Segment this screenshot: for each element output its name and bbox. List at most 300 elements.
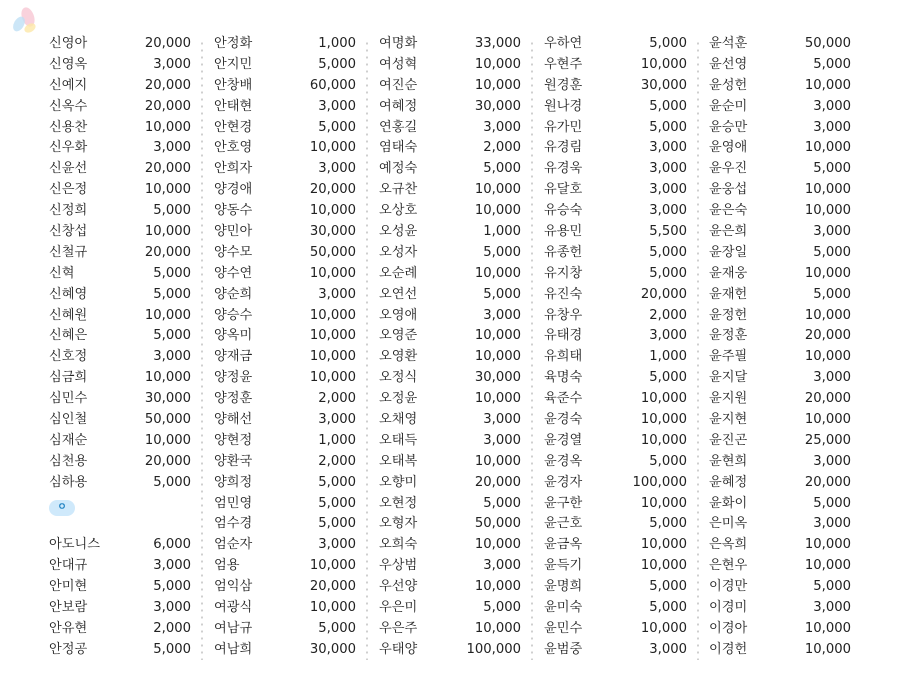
donor-name: 양정윤 — [214, 370, 253, 386]
donor-name: 신혜영 — [49, 286, 88, 302]
donation-amount: 10,000 — [640, 56, 687, 72]
donor-name: 오태득 — [379, 432, 418, 448]
column-divider — [366, 40, 368, 660]
donor-row — [379, 514, 521, 535]
donor-name: 윤진곤 — [709, 432, 748, 448]
donor-row — [544, 494, 687, 515]
donation-amount: 3,000 — [649, 328, 687, 344]
donor-name: 안정화 — [214, 36, 253, 51]
donation-amount: 10,000 — [804, 265, 851, 281]
donation-amount: 3,000 — [813, 224, 851, 240]
donor-row — [379, 452, 521, 473]
donor-name: 안대규 — [49, 558, 88, 574]
donor-name: 유경림 — [544, 140, 583, 156]
donor-name: 안태현 — [214, 98, 253, 114]
donor-name: 신정희 — [49, 203, 88, 219]
donation-amount: 30,000 — [640, 77, 687, 93]
donation-amount: 5,000 — [649, 265, 687, 281]
donor-name: 엄익삼 — [214, 579, 253, 595]
donation-amount: 3,000 — [153, 600, 191, 616]
donor-row — [379, 619, 521, 640]
donor-name: 이경헌 — [709, 641, 748, 657]
donor-row — [709, 243, 851, 264]
donor-row — [379, 577, 521, 598]
donor-name: 오형자 — [379, 516, 418, 532]
donor-row — [379, 222, 521, 243]
donor-row — [49, 368, 191, 389]
donor-name: 유창우 — [544, 307, 583, 323]
donation-amount: 2,000 — [483, 140, 521, 156]
donor-row — [49, 243, 191, 264]
donor-name: 은현우 — [709, 558, 748, 574]
donation-amount: 10,000 — [640, 558, 687, 574]
donation-amount: 20,000 — [144, 77, 191, 93]
donation-amount: 10,000 — [474, 349, 521, 365]
donor-row — [709, 180, 851, 201]
donor-row — [544, 368, 687, 389]
donor-name: 오영준 — [379, 328, 418, 344]
donor-row — [544, 180, 687, 201]
donor-row — [49, 494, 191, 515]
donation-amount: 3,000 — [813, 516, 851, 532]
donation-amount: 10,000 — [474, 77, 521, 93]
donor-name: 오영환 — [379, 349, 418, 365]
donor-name: 엄수경 — [214, 516, 253, 532]
donor-name: 신윤선 — [49, 161, 88, 177]
donation-amount: 10,000 — [804, 203, 851, 219]
donation-amount: 30,000 — [144, 391, 191, 407]
donor-row — [214, 389, 356, 410]
donor-name: 윤장일 — [709, 244, 748, 260]
donor-column — [214, 34, 356, 661]
donation-amount: 5,000 — [649, 36, 687, 51]
donor-row — [544, 55, 687, 76]
section-badge-label: ㅇ — [57, 501, 67, 513]
donor-name: 유태경 — [544, 328, 583, 344]
donor-row — [379, 76, 521, 97]
donor-name: 신혁 — [49, 265, 75, 281]
donor-name: 윤은희 — [709, 224, 748, 240]
donation-amount: 50,000 — [309, 244, 356, 260]
donor-row — [49, 118, 191, 139]
donation-amount: 10,000 — [804, 349, 851, 365]
donation-amount: 10,000 — [804, 412, 851, 428]
donor-row — [214, 34, 356, 55]
donor-row — [544, 97, 687, 118]
donor-name: 유가민 — [544, 119, 583, 135]
donation-amount: 10,000 — [804, 620, 851, 636]
donation-amount: 10,000 — [474, 328, 521, 344]
donation-amount: 2,000 — [318, 453, 356, 469]
donor-row — [49, 34, 191, 55]
donation-amount: 1,000 — [649, 349, 687, 365]
donor-name: 윤웅섭 — [709, 182, 748, 198]
donor-row — [709, 431, 851, 452]
donation-amount: 20,000 — [804, 328, 851, 344]
donor-row — [709, 138, 851, 159]
donor-name: 신예지 — [49, 77, 88, 93]
donor-name: 신철규 — [49, 244, 88, 260]
donor-name: 신호정 — [49, 349, 88, 365]
donation-amount: 10,000 — [474, 203, 521, 219]
donor-row — [379, 326, 521, 347]
donor-row — [49, 431, 191, 452]
donor-row — [709, 97, 851, 118]
donor-row — [544, 410, 687, 431]
donor-name: 예정숙 — [379, 161, 418, 177]
donor-name: 심천용 — [49, 453, 88, 469]
donation-amount: 5,000 — [813, 286, 851, 302]
donation-amount: 10,000 — [474, 391, 521, 407]
donor-row — [214, 138, 356, 159]
donor-name: 윤민수 — [544, 620, 583, 636]
donor-row — [709, 556, 851, 577]
donation-amount: 1,000 — [483, 224, 521, 240]
donor-row — [709, 514, 851, 535]
donor-row — [214, 431, 356, 452]
donor-row — [214, 368, 356, 389]
donor-name: 윤금옥 — [544, 537, 583, 553]
donor-name: 우상범 — [379, 558, 418, 574]
donation-amount: 5,000 — [153, 641, 191, 657]
donor-name: 안희자 — [214, 161, 253, 177]
donor-name: 윤미숙 — [544, 600, 583, 616]
donation-amount: 33,000 — [474, 36, 521, 51]
donor-row — [709, 222, 851, 243]
donation-amount: 3,000 — [153, 349, 191, 365]
donor-name: 양승수 — [214, 307, 253, 323]
donor-row — [544, 34, 687, 55]
donor-row — [544, 138, 687, 159]
donation-amount: 10,000 — [804, 77, 851, 93]
donation-amount: 10,000 — [804, 558, 851, 574]
donation-amount: 5,000 — [483, 495, 521, 511]
donor-name: 윤화이 — [709, 495, 748, 511]
donation-amount: 3,000 — [813, 600, 851, 616]
donor-row — [379, 598, 521, 619]
donor-name: 양동수 — [214, 203, 253, 219]
donor-name: 윤경숙 — [544, 412, 583, 428]
donation-amount: 10,000 — [309, 265, 356, 281]
column-divider — [697, 40, 699, 660]
donation-amount: 30,000 — [309, 224, 356, 240]
donor-row — [379, 431, 521, 452]
donor-name: 우하연 — [544, 36, 583, 51]
donor-row — [709, 535, 851, 556]
donor-row — [214, 201, 356, 222]
donor-row — [709, 347, 851, 368]
donor-name: 양환국 — [214, 453, 253, 469]
donor-name: 양수연 — [214, 265, 253, 281]
donor-name: 신우화 — [49, 140, 88, 156]
donor-name: 안보람 — [49, 600, 88, 616]
donation-amount: 20,000 — [804, 391, 851, 407]
donor-row — [709, 55, 851, 76]
donation-amount: 10,000 — [474, 453, 521, 469]
donation-amount: 5,000 — [318, 119, 356, 135]
donation-amount: 10,000 — [309, 307, 356, 323]
donation-amount: 3,000 — [649, 161, 687, 177]
donation-amount: 100,000 — [466, 641, 521, 657]
donor-name: 이경만 — [709, 579, 748, 595]
donor-name: 양옥미 — [214, 328, 253, 344]
donor-name: 우태양 — [379, 641, 418, 657]
donor-name: 여남규 — [214, 620, 253, 636]
donor-name: 윤순미 — [709, 98, 748, 114]
donor-row — [544, 389, 687, 410]
donor-name: 안현경 — [214, 119, 253, 135]
donor-row — [214, 285, 356, 306]
donor-row — [49, 76, 191, 97]
donor-name: 양현정 — [214, 432, 253, 448]
donor-row — [214, 76, 356, 97]
donor-row — [214, 619, 356, 640]
donor-name: 엄순자 — [214, 537, 253, 553]
donor-row — [214, 264, 356, 285]
donor-row — [379, 473, 521, 494]
donation-amount: 10,000 — [474, 579, 521, 595]
donation-amount: 10,000 — [309, 328, 356, 344]
donor-column — [709, 34, 851, 661]
donor-row — [379, 264, 521, 285]
donation-amount: 5,000 — [483, 286, 521, 302]
donor-name: 유승숙 — [544, 203, 583, 219]
donation-amount: 50,000 — [804, 36, 851, 51]
donor-name: 신창섭 — [49, 224, 88, 240]
donor-name: 윤혜정 — [709, 474, 748, 490]
donor-row — [214, 222, 356, 243]
donation-amount: 5,000 — [813, 495, 851, 511]
donor-name: 윤승만 — [709, 119, 748, 135]
donor-name: 신영아 — [49, 36, 88, 51]
donor-name: 양민아 — [214, 224, 253, 240]
donor-name: 이경아 — [709, 620, 748, 636]
donation-amount: 20,000 — [804, 474, 851, 490]
donor-name: 안지민 — [214, 56, 253, 72]
donor-name: 윤은숙 — [709, 203, 748, 219]
donation-amount: 100,000 — [632, 474, 687, 490]
donation-amount: 3,000 — [483, 432, 521, 448]
donor-name: 원나경 — [544, 98, 583, 114]
donor-row — [379, 138, 521, 159]
donation-amount: 20,000 — [309, 182, 356, 198]
donation-amount: 3,000 — [318, 412, 356, 428]
donation-amount: 5,000 — [649, 600, 687, 616]
donor-name: 윤현희 — [709, 453, 748, 469]
donation-amount: 10,000 — [144, 432, 191, 448]
donation-amount: 5,000 — [153, 328, 191, 344]
donation-amount: 5,000 — [649, 370, 687, 386]
donation-amount: 10,000 — [804, 537, 851, 553]
donation-amount: 5,000 — [483, 161, 521, 177]
donor-row — [544, 159, 687, 180]
donation-amount: 10,000 — [144, 224, 191, 240]
donor-row — [544, 556, 687, 577]
donor-name: 심하용 — [49, 474, 88, 490]
donor-row — [214, 494, 356, 515]
donor-row — [49, 285, 191, 306]
donor-row — [544, 577, 687, 598]
donation-amount: 20,000 — [144, 161, 191, 177]
donor-row — [214, 326, 356, 347]
donor-row — [709, 285, 851, 306]
donation-amount: 5,000 — [318, 56, 356, 72]
donor-name: 오향미 — [379, 474, 418, 490]
donation-amount: 5,000 — [483, 244, 521, 260]
donor-row — [709, 76, 851, 97]
donation-amount: 6,000 — [153, 537, 191, 553]
donor-row — [214, 556, 356, 577]
donor-row — [214, 514, 356, 535]
donor-row — [379, 34, 521, 55]
donor-row — [214, 55, 356, 76]
donor-row — [544, 431, 687, 452]
donor-row — [709, 640, 851, 661]
donor-row — [379, 494, 521, 515]
donation-amount: 5,000 — [318, 474, 356, 490]
donor-row — [709, 326, 851, 347]
donor-row — [214, 473, 356, 494]
donation-amount: 5,000 — [483, 600, 521, 616]
donor-name: 심인철 — [49, 412, 88, 428]
donor-name: 윤경열 — [544, 432, 583, 448]
donation-amount: 3,000 — [318, 161, 356, 177]
donor-row — [49, 452, 191, 473]
donation-amount: 3,000 — [318, 537, 356, 553]
donor-name: 윤석훈 — [709, 36, 748, 51]
donor-name: 양정훈 — [214, 391, 253, 407]
donation-amount: 5,500 — [649, 224, 687, 240]
donor-name: 여남희 — [214, 641, 253, 657]
donor-name: 윤지원 — [709, 391, 748, 407]
donor-row — [379, 347, 521, 368]
donor-name: 유진숙 — [544, 286, 583, 302]
donor-name: 양수모 — [214, 244, 253, 260]
donor-row — [379, 118, 521, 139]
donor-name: 오정윤 — [379, 391, 418, 407]
column-divider — [201, 40, 203, 660]
donation-amount: 20,000 — [144, 36, 191, 51]
donor-name: 이경미 — [709, 600, 748, 616]
donor-name: 신옥수 — [49, 98, 88, 114]
donation-amount: 3,000 — [649, 641, 687, 657]
donor-row — [544, 535, 687, 556]
donor-name: 우선양 — [379, 579, 418, 595]
donation-amount: 2,000 — [318, 391, 356, 407]
donation-amount: 10,000 — [640, 412, 687, 428]
donor-name: 윤정훈 — [709, 328, 748, 344]
donor-row — [214, 535, 356, 556]
donor-row — [709, 306, 851, 327]
donor-row — [709, 473, 851, 494]
donor-column — [544, 34, 687, 661]
donation-amount: 20,000 — [144, 453, 191, 469]
donor-name: 육명숙 — [544, 370, 583, 386]
donor-row — [709, 410, 851, 431]
donor-name: 심금희 — [49, 370, 88, 386]
donor-name: 오성윤 — [379, 224, 418, 240]
donor-row — [379, 285, 521, 306]
donation-amount: 3,000 — [318, 286, 356, 302]
donor-name: 윤영애 — [709, 140, 748, 156]
donor-name: 윤득기 — [544, 558, 583, 574]
donor-name: 오상호 — [379, 203, 418, 219]
donation-amount: 10,000 — [309, 140, 356, 156]
donation-amount: 10,000 — [474, 620, 521, 636]
donor-name: 유희태 — [544, 349, 583, 365]
donation-amount: 5,000 — [649, 453, 687, 469]
donor-row — [709, 159, 851, 180]
donor-name: 은미옥 — [709, 516, 748, 532]
donation-amount: 3,000 — [318, 98, 356, 114]
donor-name: 연홍길 — [379, 119, 418, 135]
donor-name: 안미현 — [49, 579, 88, 595]
donor-name: 윤경옥 — [544, 453, 583, 469]
donor-row — [214, 640, 356, 661]
donor-name: 오성자 — [379, 244, 418, 260]
donor-name: 여명화 — [379, 36, 418, 51]
donor-name: 안호영 — [214, 140, 253, 156]
donation-amount: 3,000 — [483, 412, 521, 428]
donation-amount: 5,000 — [649, 98, 687, 114]
donor-row — [379, 159, 521, 180]
donor-name: 여성혁 — [379, 56, 418, 72]
donation-amount: 3,000 — [813, 98, 851, 114]
donor-name: 안유현 — [49, 620, 88, 636]
donor-row — [49, 222, 191, 243]
donation-amount: 20,000 — [144, 98, 191, 114]
donor-name: 여진순 — [379, 77, 418, 93]
donor-name: 여광식 — [214, 600, 253, 616]
donor-row — [709, 118, 851, 139]
donor-name: 윤우진 — [709, 161, 748, 177]
donor-name: 오영애 — [379, 307, 418, 323]
donor-row — [49, 264, 191, 285]
donor-row — [49, 306, 191, 327]
donor-row — [379, 55, 521, 76]
donor-row — [379, 368, 521, 389]
donation-amount: 10,000 — [144, 119, 191, 135]
donation-amount: 10,000 — [640, 432, 687, 448]
donor-row — [379, 389, 521, 410]
donation-amount: 10,000 — [309, 370, 356, 386]
donor-name: 윤지달 — [709, 370, 748, 386]
donation-amount: 10,000 — [144, 182, 191, 198]
donor-row — [214, 347, 356, 368]
donation-amount: 10,000 — [640, 620, 687, 636]
donor-row — [49, 514, 191, 535]
donor-row — [709, 34, 851, 55]
donor-name: 윤지현 — [709, 412, 748, 428]
donor-row — [49, 577, 191, 598]
donation-amount: 3,000 — [483, 119, 521, 135]
donor-row — [544, 452, 687, 473]
donor-row — [544, 243, 687, 264]
donation-amount: 3,000 — [483, 307, 521, 323]
donor-row — [544, 347, 687, 368]
donor-name: 오희숙 — [379, 537, 418, 553]
donor-row — [544, 285, 687, 306]
donor-row — [544, 264, 687, 285]
donor-name: 오규찬 — [379, 182, 418, 198]
donor-name: 윤재웅 — [709, 265, 748, 281]
donor-name: 윤근호 — [544, 516, 583, 532]
donor-row — [214, 410, 356, 431]
donor-name: 신혜원 — [49, 307, 88, 323]
donor-name: 원경훈 — [544, 77, 583, 93]
donor-row — [49, 326, 191, 347]
donor-name: 윤주필 — [709, 349, 748, 365]
